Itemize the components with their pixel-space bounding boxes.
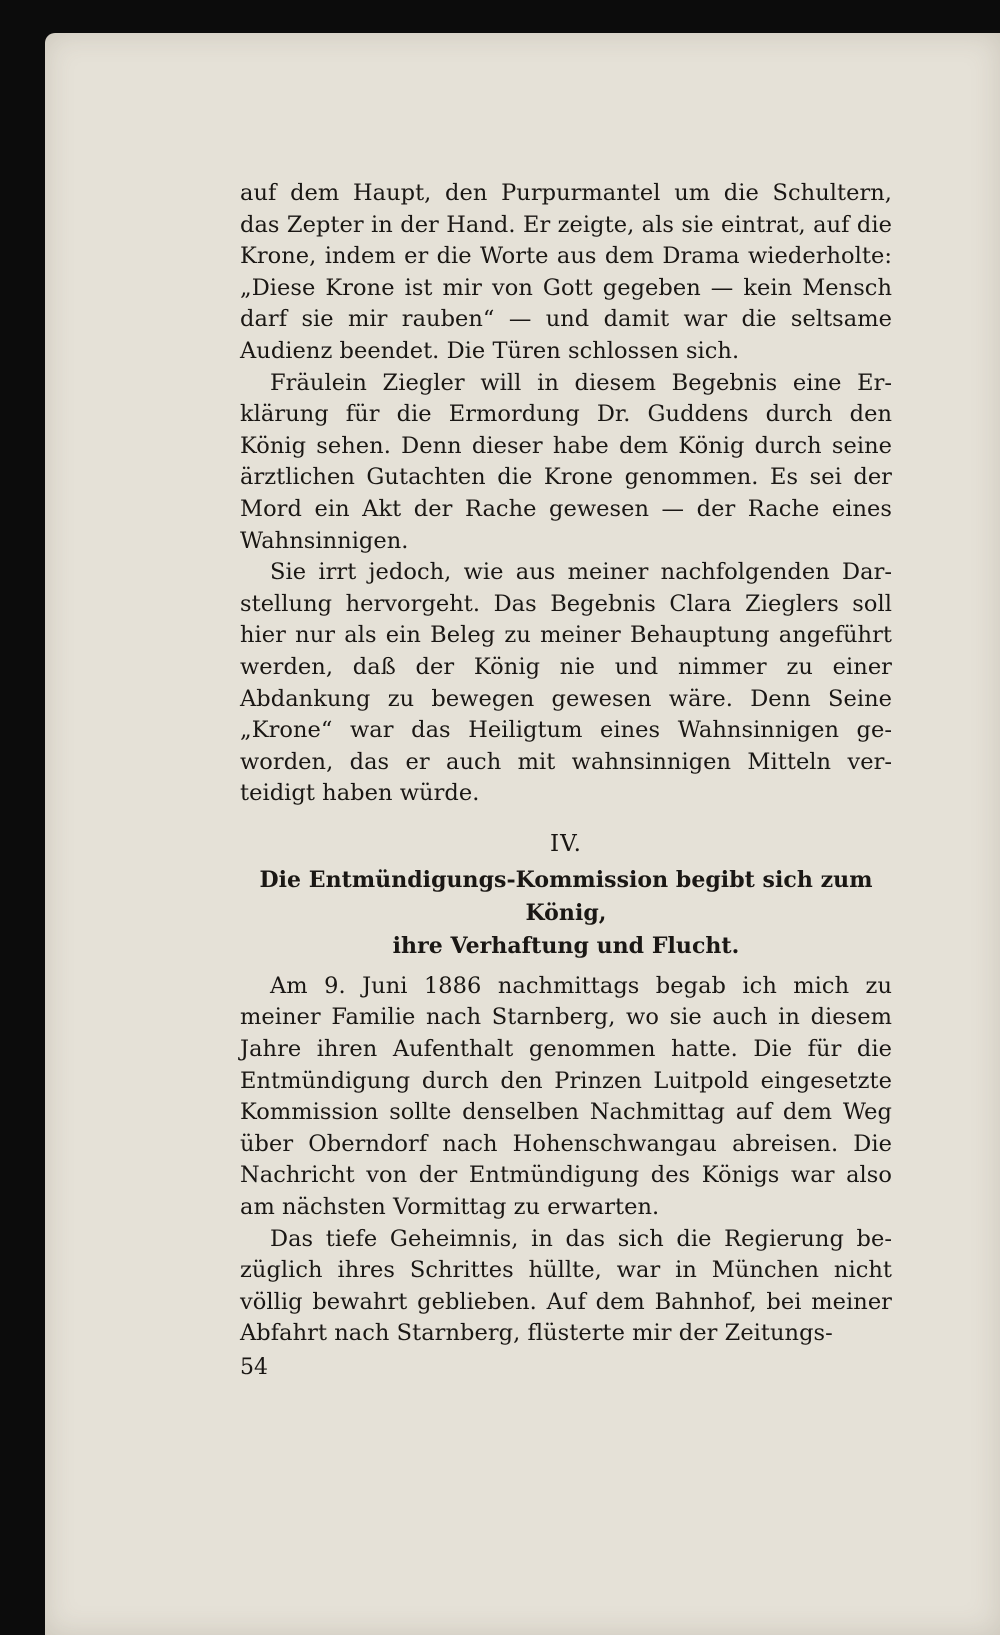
- paragraph-4: Am 9. Juni 1886 nachmittags begab ich mich zu meiner Familie nach Starnberg, wo sie auch in diesem Jahre ihren Aufenthalt genommen hatte. Die für die Entmündigung durch den Prinzen Luitpold eingesetzte Kommission sollte denselben Nachmittag auf dem Weg über Oberndorf nach Hohenschwangau abreisen. Die Nachricht von der Entmündigung des Königs war also am nächsten Vormittag zu erwarten.: [240, 972, 892, 1221]
- chapter-title-line-1: Die Entmündigungs-Kommission begibt sich zum König,: [259, 866, 873, 926]
- chapter-number: IV.: [550, 830, 582, 857]
- chapter-title-line-2: ihre Verhaftung und Flucht.: [392, 932, 740, 959]
- paragraph-1: auf dem Haupt, den Purpurmantel um die Schultern, das Zepter in der Hand. Er zeigte, als sie eintrat, auf die Krone, indem er die Worte aus dem Drama wiederholte: „Diese Krone ist mir von Gott gegeben — kein Mensch darf sie mir rauben“ — und damit war die seltsame Audienz beendet. Die Türen schlossen sich.: [240, 180, 892, 364]
- page-number: 54: [240, 1355, 268, 1380]
- paragraph-3: Sie irrt jedoch, wie aus meiner nachfolgenden Darstellung hervorgeht. Das Begebnis Clara Zieglers soll hier nur als ein Beleg zu meiner Behauptung angeführt werden, daß der König nie und nimmer zu einer Abdankung zu bewegen gewesen wäre. Denn Seine „Krone“ war das Heiligtum eines Wahnsinnigen geworden, das er auch mit wahnsinnigen Mitteln verteidigt haben würde.: [240, 559, 892, 807]
- paragraph-2: Fräulein Ziegler will in diesem Begebnis eine Erklärung für die Ermordung Dr. Guddens durch den König sehen. Denn dieser habe dem König durch seine ärztlichen Gutachten die Krone genommen. Es sei der Mord ein Akt der Rache gewesen — der Rache eines Wahnsinnigen.: [240, 369, 892, 554]
- paragraph-5: Das tiefe Geheimnis, in das sich die Regierung bezüglich ihres Schrittes hüllte, war in München nicht völlig bewahrt geblieben. Auf dem Bahnhof, bei meiner Abfahrt nach Starnberg, flüsterte mir der Zeitungs-: [240, 1225, 892, 1347]
- page-body: [240, 178, 892, 1350]
- chapter-heading: [240, 864, 892, 963]
